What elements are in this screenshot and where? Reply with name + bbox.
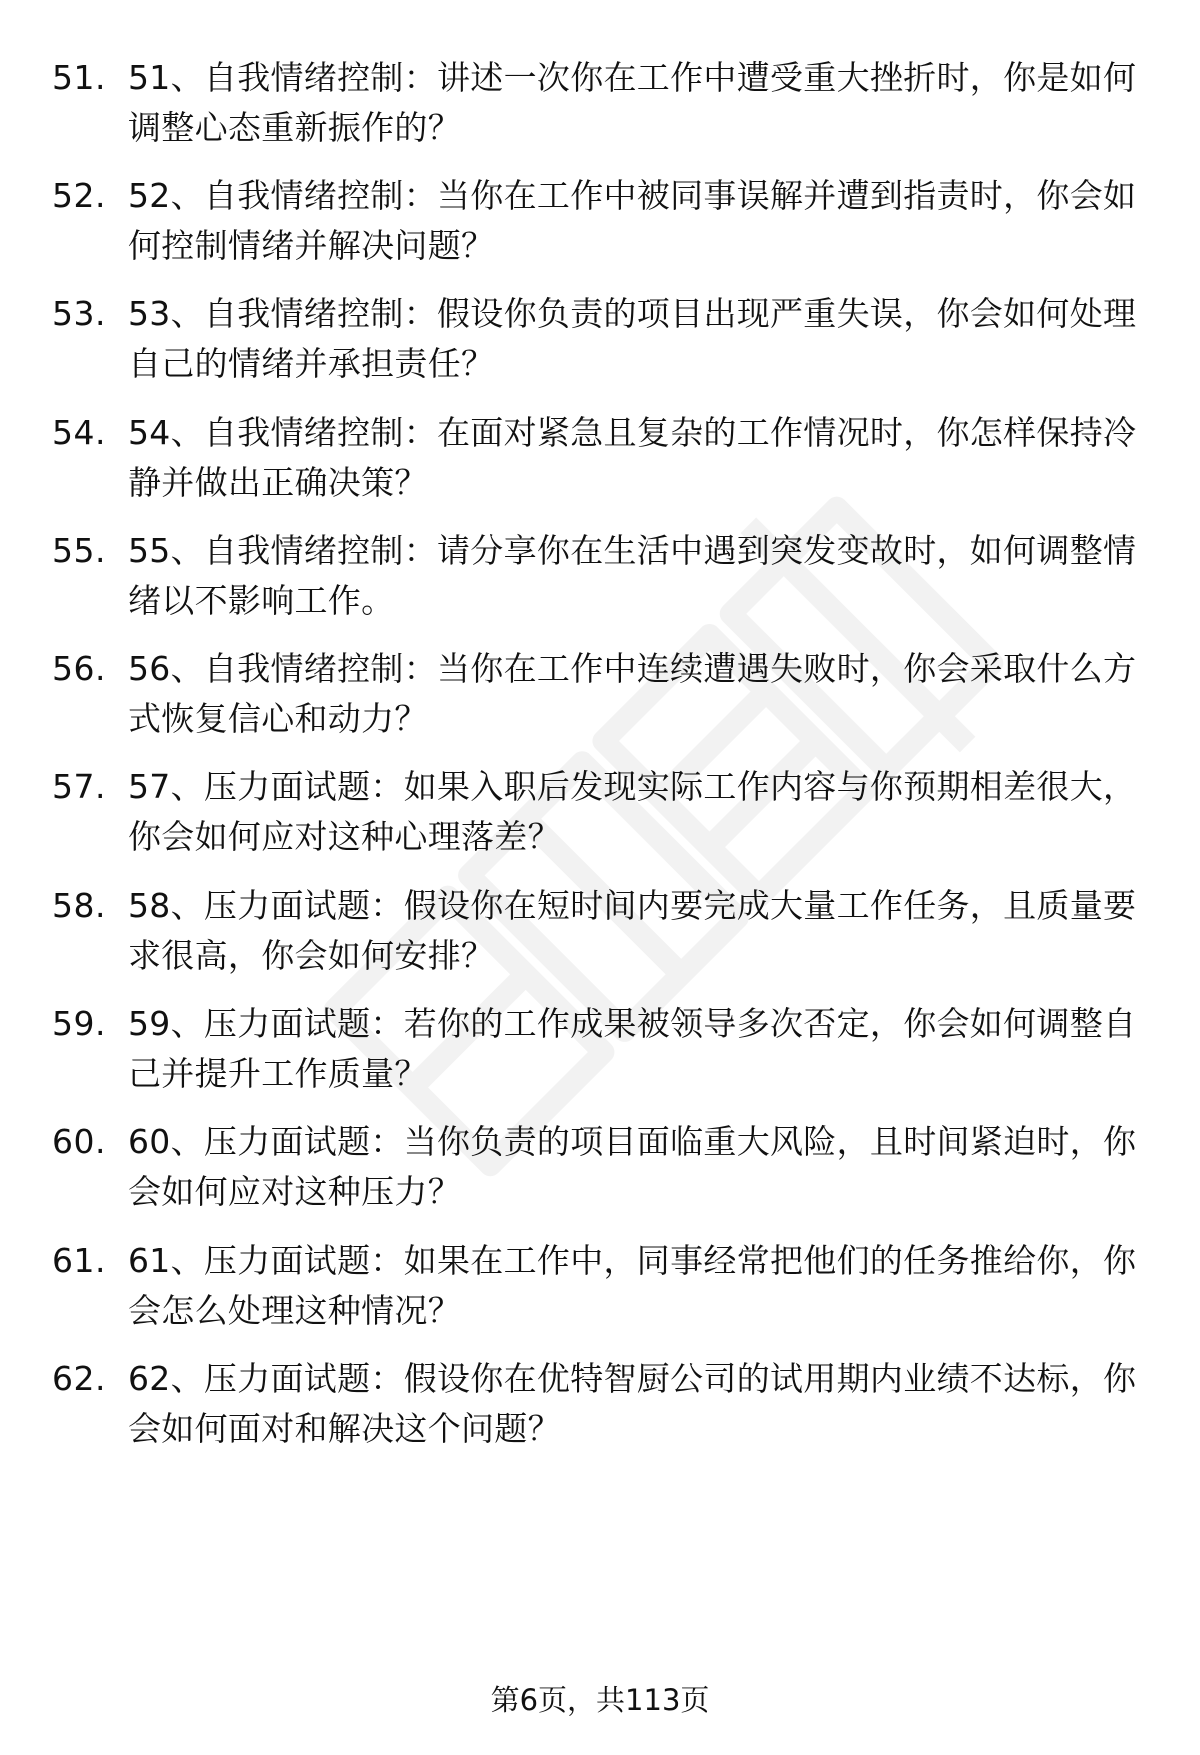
list-item bbox=[52, 53, 1152, 153]
item-number: 58. bbox=[52, 886, 106, 925]
question-text: 57、压力面试题：如果入职后发现实际工作内容与你预期相差很大，你会如何应对这种心理落差？ bbox=[128, 767, 1137, 856]
item-number: 56. bbox=[52, 649, 106, 688]
question-text: 62、压力面试题：假设你在优特智厨公司的试用期内业绩不达标，你会如何面对和解决这个问题？ bbox=[128, 1359, 1137, 1448]
item-number: 51. bbox=[52, 58, 106, 97]
question-text: 56、自我情绪控制：当你在工作中连续遭遇失败时，你会采取什么方式恢复信心和动力？ bbox=[128, 649, 1137, 738]
question-text: 51、自我情绪控制：讲述一次你在工作中遭受重大挫折时，你是如何调整心态重新振作的？ bbox=[128, 58, 1137, 147]
question-text: 53、自我情绪控制：假设你负责的项目出现严重失误，你会如何处理自己的情绪并承担责任？ bbox=[128, 294, 1137, 383]
list-item bbox=[52, 762, 1152, 862]
list-item bbox=[52, 1236, 1152, 1336]
list-item bbox=[52, 526, 1152, 626]
question-text: 58、压力面试题：假设你在短时间内要完成大量工作任务，且质量要求很高，你会如何安排？ bbox=[128, 886, 1137, 975]
question-text: 60、压力面试题：当你负责的项目面临重大风险，且时间紧迫时，你会如何应对这种压力？ bbox=[128, 1122, 1137, 1211]
list-item bbox=[52, 1117, 1152, 1217]
item-number: 62. bbox=[52, 1359, 106, 1398]
list-item bbox=[52, 171, 1152, 271]
page-footer: 第6页，共113页 bbox=[490, 1683, 710, 1717]
item-number: 55. bbox=[52, 531, 106, 570]
list-item bbox=[52, 289, 1152, 389]
list-item bbox=[52, 999, 1152, 1099]
question-text: 55、自我情绪控制：请分享你在生活中遇到突发变故时，如何调整情绪以不影响工作。 bbox=[128, 531, 1137, 620]
item-number: 61. bbox=[52, 1241, 106, 1280]
question-text: 59、压力面试题：若你的工作成果被领导多次否定，你会如何调整自己并提升工作质量？ bbox=[128, 1004, 1137, 1093]
item-number: 57. bbox=[52, 767, 106, 806]
item-number: 52. bbox=[52, 176, 106, 215]
item-number: 59. bbox=[52, 1004, 106, 1043]
list-item bbox=[52, 408, 1152, 508]
item-number: 53. bbox=[52, 294, 106, 333]
question-text: 54、自我情绪控制：在面对紧急且复杂的工作情况时，你怎样保持冷静并做出正确决策？ bbox=[128, 413, 1137, 502]
list-item bbox=[52, 881, 1152, 981]
item-number: 54. bbox=[52, 413, 106, 452]
question-text: 61、压力面试题：如果在工作中，同事经常把他们的任务推给你，你会怎么处理这种情况？ bbox=[128, 1241, 1137, 1330]
list-item bbox=[52, 644, 1152, 744]
item-number: 60. bbox=[52, 1122, 106, 1161]
list-item bbox=[52, 1354, 1152, 1454]
question-text: 52、自我情绪控制：当你在工作中被同事误解并遭到指责时，你会如何控制情绪并解决问题？ bbox=[128, 176, 1137, 265]
